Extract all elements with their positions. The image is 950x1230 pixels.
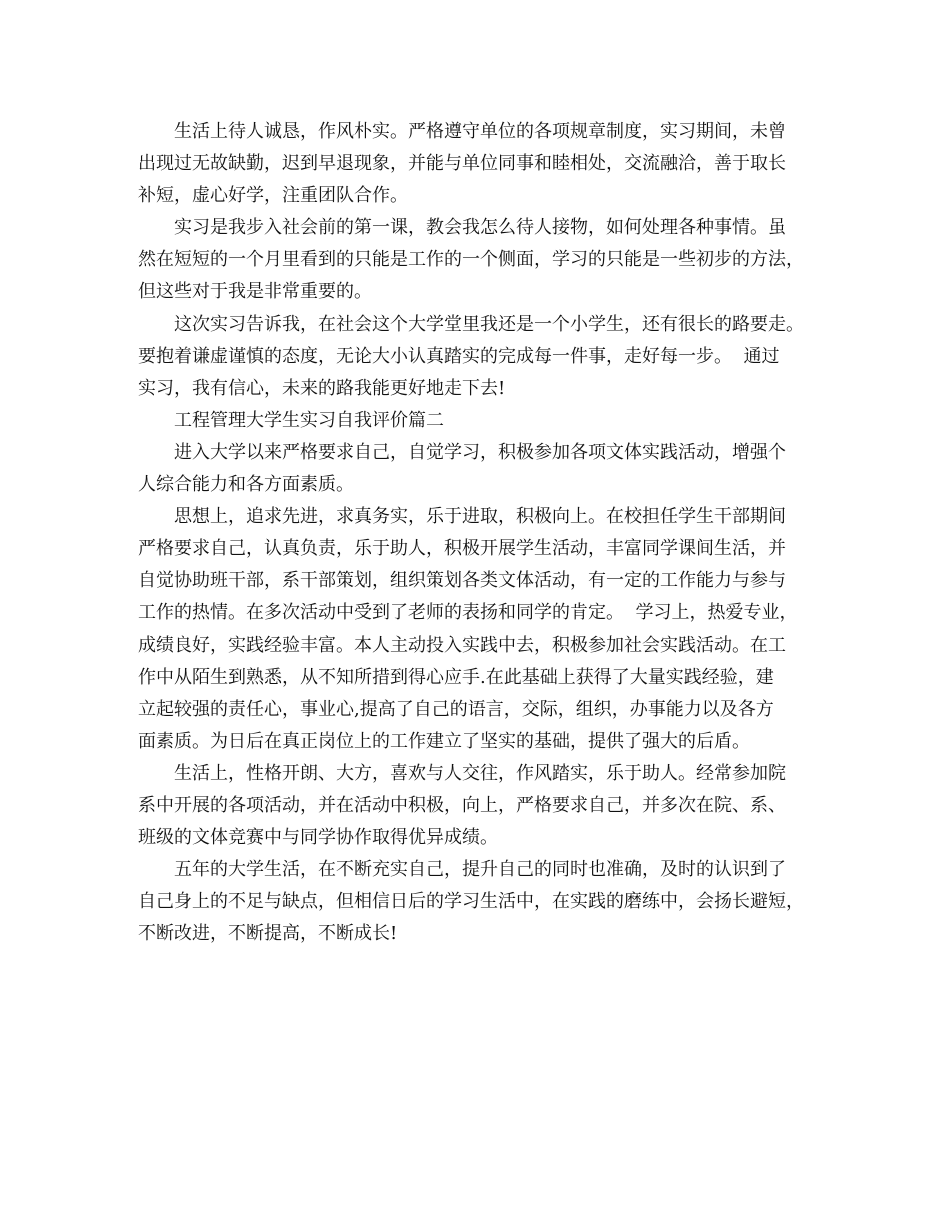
text-line: 工作的热情。在多次活动中受到了老师的表扬和同学的肯定。 学习上，热爱专业， [138, 602, 798, 624]
text-line: 补短，虚心好学，注重团队合作。 [138, 185, 408, 207]
text-line: 自己身上的不足与缺点，但相信日后的学习生活中，在实践的磨练中，会扬长避短， [138, 891, 804, 913]
section-heading: 工程管理大学生实习自我评价篇二 [174, 409, 444, 431]
text-line: 严格要求自己，认真负责，乐于助人，积极开展学生活动，丰富同学课间生活，并 [138, 538, 786, 560]
text-line: 生活上待人诚恳，作风朴实。严格遵守单位的各项规章制度，实习期间，未曾 [174, 121, 786, 142]
text-line: 不断改进，不断提高，不断成长! [138, 923, 398, 945]
text-line: 进入大学以来严格要求自己，自觉学习，积极参加各项文体实践活动，增强个 [174, 441, 786, 463]
text-line: 面素质。为日后在真正岗位上的工作建立了坚实的基础，提供了强大的后盾。 [138, 730, 750, 752]
text-line: 要抱着谦虚谨慎的态度，无论大小认真踏实的完成每一件事，走好每一步。 通过 [138, 345, 780, 367]
text-line: 实习是我步入社会前的第一课，教会我怎么待人接物，如何处理各种事情。虽 [174, 217, 786, 239]
text-line: 思想上，追求先进，求真务实，乐于进取，积极向上。在校担任学生干部期间 [174, 506, 786, 528]
text-line: 这次实习告诉我，在社会这个大学堂里我还是一个小学生，还有很长的路要走。 [174, 313, 804, 335]
text-line: 班级的文体竞赛中与同学协作取得优异成绩。 [138, 827, 498, 849]
text-line: 然在短短的一个月里看到的只能是工作的一个侧面，学习的只能是一些初步的方法， [138, 249, 804, 271]
text-line: 生活上，性格开朗、大方，喜欢与人交往，作风踏实，乐于助人。经常参加院 [174, 762, 786, 784]
text-line: 自觉协助班干部，系干部策划，组织策划各类文体活动，有一定的工作能力与参与 [138, 570, 786, 592]
text-line: 系中开展的各项活动，并在活动中积极，向上，严格要求自己，并多次在院、系、 [138, 794, 786, 816]
text-line: 作中从陌生到熟悉，从不知所措到得心应手.在此基础上获得了大量实践经验，建 [138, 666, 774, 688]
text-line: 实习，我有信心，未来的路我能更好地走下去! [138, 377, 506, 399]
text-line: 但这些对于我是非常重要的。 [138, 281, 372, 303]
text-line: 人综合能力和各方面素质。 [138, 474, 354, 496]
text-line: 成绩良好，实践经验丰富。本人主动投入实践中去，积极参加社会实践活动。在工 [138, 634, 786, 656]
document-body [138, 116, 818, 950]
text-line: 出现过无故缺勤，迟到早退现象，并能与单位同事和睦相处，交流融洽，善于取长 [138, 153, 786, 175]
text-line: 五年的大学生活，在不断充实自己，提升自己的同时也准确，及时的认识到了 [174, 859, 786, 881]
text-line: 立起较强的责任心，事业心,提高了自己的语言，交际，组织，办事能力以及各方 [138, 698, 774, 720]
